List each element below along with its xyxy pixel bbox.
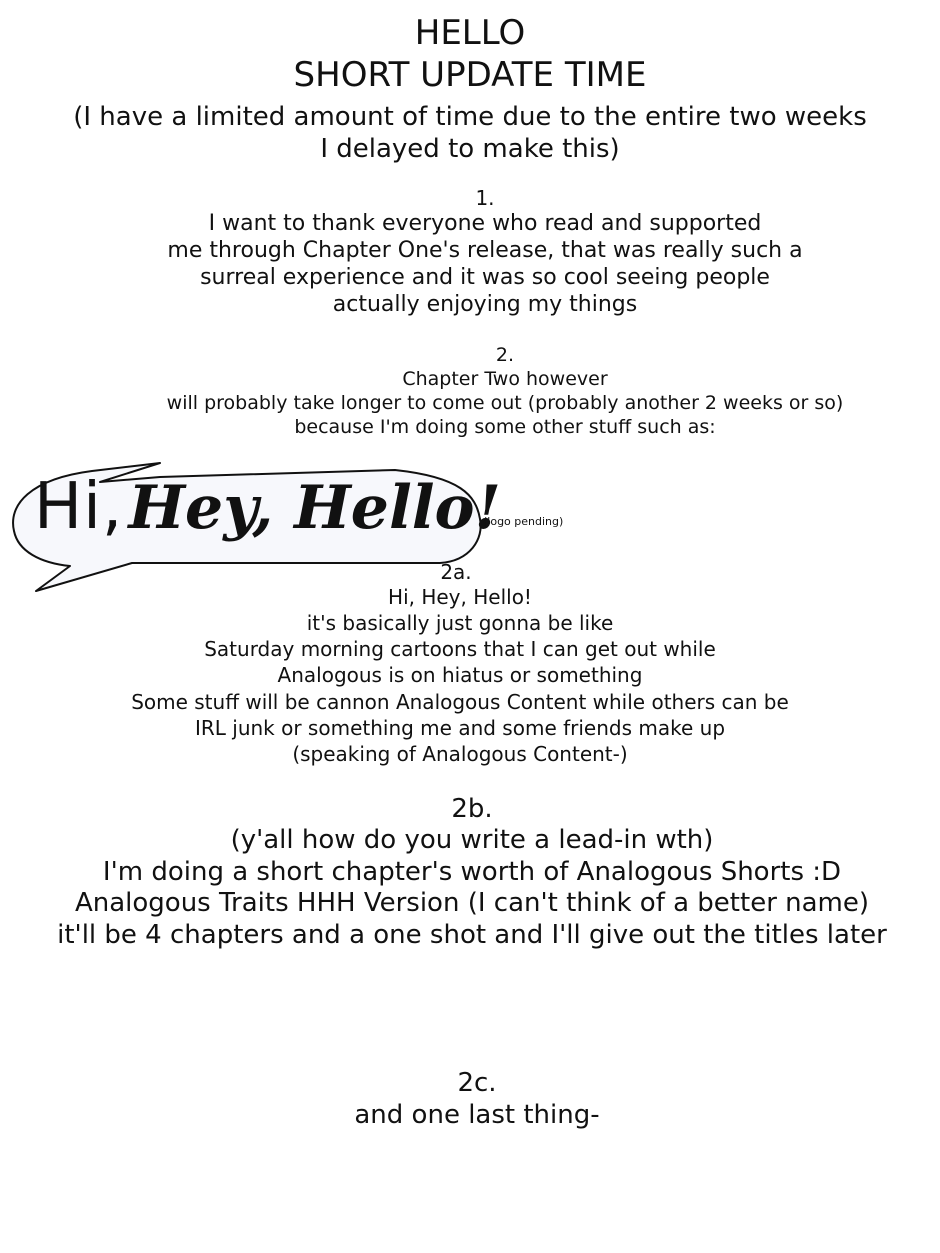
section-2b-line: I'm doing a short chapter's worth of Analogous Shorts :D — [102, 857, 842, 887]
section-2-line: will probably take longer to come out (probably another 2 weeks or so) — [166, 392, 844, 414]
section-2-number: 2. — [495, 344, 515, 366]
logo-hey-hello-text: Hey, Hello! — [128, 473, 501, 543]
header-note-line-1: (I have a limited amount of time due to the entire two weeks — [73, 102, 867, 132]
section-2a-line: IRL junk or something me and some friends make up — [194, 716, 726, 740]
section-2a-line: it's basically just gonna be like — [306, 611, 614, 635]
section-2a-line: Analogous is on hiatus or something — [277, 663, 643, 687]
logo-pending-note: (logo pending) — [483, 515, 564, 528]
section-2b-line: (y'all how do you write a lead-in wth) — [230, 825, 714, 855]
logo-wordmark — [34, 470, 501, 544]
section-2-line: because I'm doing some other stuff such as: — [294, 416, 716, 438]
section-2a-line: Hi, Hey, Hello! — [388, 585, 532, 609]
section-2a-number: 2a. — [440, 560, 472, 584]
section-2c-number: 2c. — [457, 1068, 497, 1098]
logo-hi-text: Hi, — [34, 470, 124, 544]
section-1-line: me through Chapter One's release, that was really such a — [167, 238, 803, 263]
section-2b-number: 2b. — [451, 794, 493, 824]
section-2-line: Chapter Two however — [402, 368, 608, 390]
section-2b-line: Analogous Traits HHH Version (I can't think of a better name) — [74, 888, 870, 918]
section-2a-line: Some stuff will be cannon Analogous Content while others can be — [131, 690, 789, 714]
heading-short-update: SHORT UPDATE TIME — [293, 55, 647, 95]
section-2a-line: Saturday morning cartoons that I can get out while — [204, 637, 716, 661]
heading-hello: HELLO — [414, 13, 526, 53]
section-1-line: actually enjoying my things — [332, 292, 638, 317]
section-1-number: 1. — [475, 186, 495, 210]
header-note-line-2: I delayed to make this) — [320, 134, 620, 164]
section-2c-line: and one last thing- — [354, 1100, 600, 1130]
section-1-line: surreal experience and it was so cool seeing people — [200, 265, 770, 290]
section-2a-line: (speaking of Analogous Content-) — [292, 742, 628, 766]
section-2b-line: it'll be 4 chapters and a one shot and I'll give out the titles later — [57, 920, 887, 950]
section-1-line: I want to thank everyone who read and supported — [208, 211, 762, 236]
